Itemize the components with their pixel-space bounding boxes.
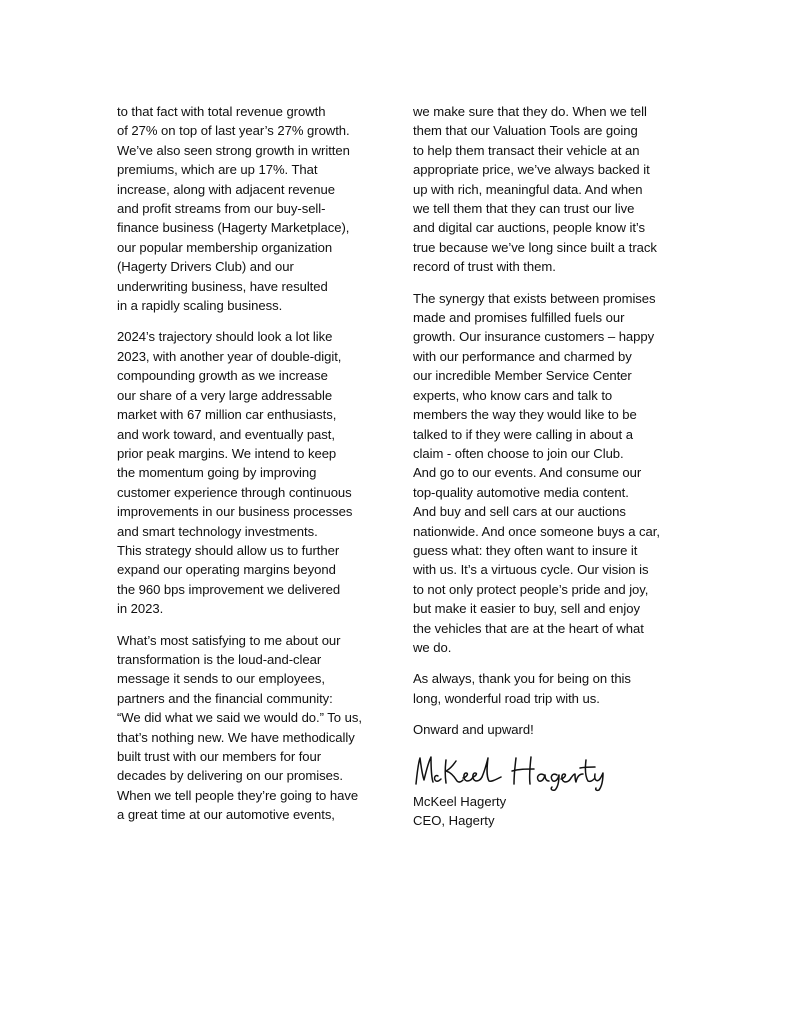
text-line: to that fact with total revenue growth <box>117 104 326 119</box>
text-line: claim - often choose to join our Club. <box>413 445 624 461</box>
text-line: customer experience through continuous <box>117 484 352 500</box>
text-line: true because we’ve long since built a track <box>413 239 657 255</box>
text-line: but make it easier to buy, sell and enjoy <box>413 601 640 617</box>
text-line: to help them transact their vehicle at an <box>413 142 640 158</box>
text-line: our popular membership organization <box>117 239 333 255</box>
text-line: message it sends to our employees, <box>117 671 325 687</box>
text-line: and work toward, and eventually past, <box>117 426 335 442</box>
text-line: market with 67 million car enthusiasts, <box>117 407 337 423</box>
text-line: in 2023. <box>117 601 164 617</box>
paragraph <box>413 289 685 658</box>
text-line: made and promises fulfilled fuels our <box>413 310 625 326</box>
text-line: we tell them that they can trust our live <box>413 201 635 217</box>
text-line: And buy and sell cars at our auctions <box>413 504 626 520</box>
text-line: and digital car auctions, people know it’s <box>413 220 646 236</box>
text-line: in a rapidly scaling business. <box>117 298 283 314</box>
text-line: (Hagerty Drivers Club) and our <box>117 259 294 275</box>
text-line: experts, who know cars and talk to <box>413 387 613 403</box>
handwritten-signature <box>413 752 613 792</box>
text-line: 2023, with another year of double-digit, <box>117 348 342 364</box>
text-line: talked to if they were calling in about a <box>413 426 633 442</box>
text-line: our share of a very large addressable <box>117 387 333 403</box>
text-line: the momentum going by improving <box>117 465 317 481</box>
paragraph <box>413 669 685 708</box>
text-line: The synergy that exists between promises <box>413 290 656 306</box>
text-line: This strategy should allow us to further <box>117 542 340 558</box>
text-line: with our performance and charmed by <box>413 348 632 364</box>
text-line: a great time at our automotive events, <box>117 807 335 823</box>
paragraph <box>117 631 379 825</box>
text-line: finance business (Hagerty Marketplace), <box>117 220 350 236</box>
text-line: we do. <box>413 639 452 655</box>
text-line: We’ve also seen strong growth in written <box>117 142 350 158</box>
signer-title: CEO, Hagerty <box>413 813 495 828</box>
right-column-paragraphs <box>413 102 685 708</box>
text-line: to not only protect people’s pride and joy, <box>413 581 649 597</box>
text-line: transformation is the loud-and-clear <box>117 651 322 667</box>
text-line: top-quality automotive media content. <box>413 484 629 500</box>
text-line: up with rich, meaningful data. And when <box>413 181 643 197</box>
paragraph <box>413 102 685 277</box>
text-line: members the way they would like to be <box>413 407 637 423</box>
signer-name: McKeel Hagerty <box>413 793 507 809</box>
text-line: When we tell people they’re going to have <box>117 787 359 803</box>
text-line: improvements in our business processes <box>117 504 353 520</box>
text-line: partners and the financial community: <box>117 690 333 706</box>
text-line: record of trust with them. <box>413 259 556 275</box>
text-line: premiums, which are up 17%. That <box>117 162 318 178</box>
right-column <box>413 102 685 830</box>
text-line: What’s most satisfying to me about our <box>117 632 341 648</box>
text-line: decades by delivering on our promises. <box>117 768 343 784</box>
text-line: of 27% on top of last year’s 27% growth. <box>117 123 350 139</box>
text-line: “We did what we said we would do.” To us, <box>117 710 362 726</box>
text-line: we make sure that they do. When we tell <box>413 104 647 119</box>
text-line: compounding growth as we increase <box>117 368 328 384</box>
text-line: with us. It’s a virtuous cycle. Our vision is <box>413 562 649 578</box>
text-line: nationwide. And once someone buys a car, <box>413 523 660 539</box>
text-line: underwriting business, have resulted <box>117 278 328 294</box>
text-line: appropriate price, we’ve always backed it <box>413 162 650 178</box>
text-line: our incredible Member Service Center <box>413 368 632 384</box>
text-line: prior peak margins. We intend to keep <box>117 445 337 461</box>
text-line: the vehicles that are at the heart of what <box>413 620 644 636</box>
left-column <box>117 102 379 837</box>
text-line: the 960 bps improvement we delivered <box>117 581 341 597</box>
closing-line: Onward and upward! <box>413 722 534 738</box>
text-line: As always, thank you for being on this <box>413 671 631 687</box>
paragraph <box>117 102 379 315</box>
text-line: 2024’s trajectory should look a lot like <box>117 329 333 345</box>
text-line: expand our operating margins beyond <box>117 562 336 578</box>
text-line: and smart technology investments. <box>117 523 318 539</box>
text-line: And go to our events. And consume our <box>413 465 642 481</box>
text-line: increase, along with adjacent revenue <box>117 181 335 197</box>
text-line: and profit streams from our buy-sell- <box>117 201 326 217</box>
text-line: that’s nothing new. We have methodically <box>117 729 355 745</box>
text-line: growth. Our insurance customers – happy <box>413 329 655 345</box>
text-line: long, wonderful road trip with us. <box>413 690 600 706</box>
text-line: them that our Valuation Tools are going <box>413 123 638 139</box>
text-line: guess what: they often want to insure it <box>413 542 638 558</box>
paragraph <box>117 327 379 618</box>
text-line: built trust with our members for four <box>117 749 322 764</box>
